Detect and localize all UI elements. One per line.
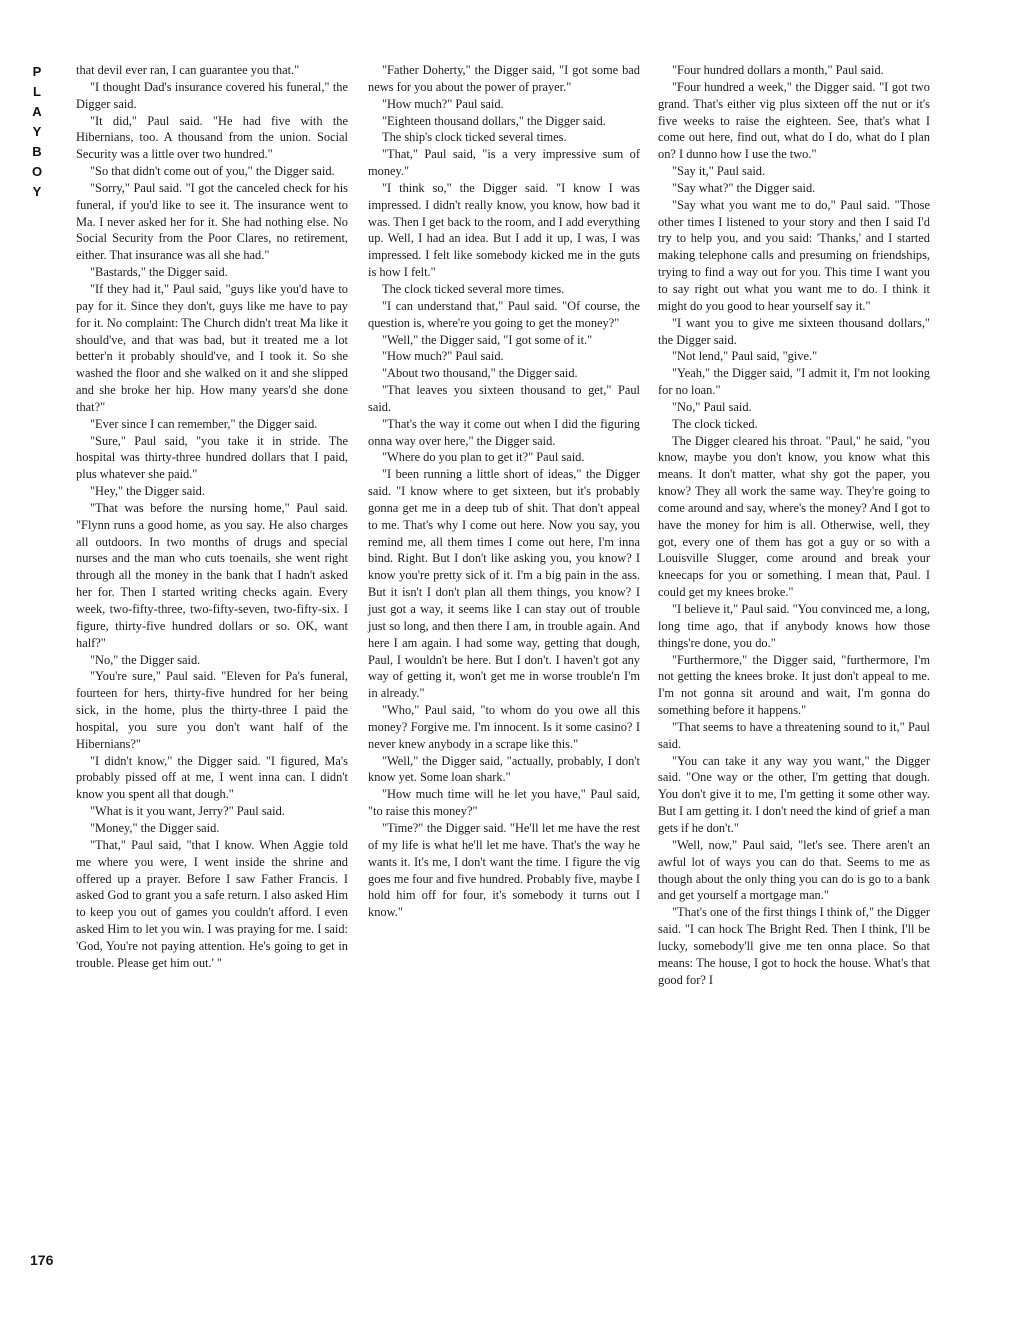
article-paragraph: "That," Paul said, "is a very impressive sum of money." bbox=[368, 147, 640, 179]
article-paragraph: "I thought Dad's insurance covered his funeral," the Digger said. bbox=[76, 79, 348, 111]
article-paragraph: "I didn't know," the Digger said. "I figured, Ma's probably pissed off at me, I went inna can. I didn't know you spent all that dough." bbox=[76, 753, 348, 802]
article-paragraph: "No," the Digger said. bbox=[90, 652, 201, 667]
article-paragraph: "I want you to give me sixteen thousand dollars," the Digger said. bbox=[658, 315, 930, 347]
article-paragraph: "I believe it," Paul said. "You convinced me, a long, long time ago, that if anybody knows how those things're done, you do." bbox=[658, 602, 930, 650]
text-column-2 bbox=[368, 62, 640, 921]
article-paragraph: "You're sure," Paul said. "Eleven for Pa's funeral, fourteen for hers, thirty-five hundred for her being sick, in the home, plus the thirty-three I paid the hospital, you sure you don't want half of the Hibernians?" bbox=[76, 669, 348, 751]
article-paragraph: "No," Paul said. bbox=[672, 399, 752, 414]
article-paragraph: "It did," Paul said. "He had five with the Hibernians, too. A thousand from the union. Social Security was a little over two hundred." bbox=[76, 113, 348, 162]
masthead-letter: O bbox=[31, 164, 45, 179]
article-paragraph: that devil ever ran, I can guarantee you that." bbox=[76, 63, 300, 77]
article-paragraph: "That's one of the first things I think of," the Digger said. "I can hock The Bright Red. Then I think, I'll be lucky, somebody'll give me ten onna place. So that means: The house, I got to hock the house. What's that good for? I bbox=[658, 905, 930, 987]
article-paragraph: "Furthermore," the Digger said, "furthermore, I'm not getting the knees broke. It just don't appeal to me. I'm not gonna sit around and wait, I'm gonna do something before it happens." bbox=[658, 652, 930, 718]
article-paragraph: "That's the way it come out when I did the figuring onna way over here," the Digger said. bbox=[368, 416, 640, 448]
article-paragraph: "Where do you plan to get it?" Paul said. bbox=[382, 450, 585, 465]
masthead-letter: L bbox=[33, 84, 43, 99]
article-paragraph: "I been running a little short of ideas," the Digger said. "I know where to get sixteen, but it's probably gonna get me in a deep tub of shit. That don't appeal to me. That's why I come out here. Now you say, you remind me, all them times I come out here, I'm inna bind. Right. But I don't like asking you, you know? I know you're pretty sick of it. I'm a big pain in the ass. But it isn't I don't plan all them things, you know? I just got a way, it seems like I can stay out of trouble just so long, and then there I am, in trouble again. And here I am again. I had some way, getting that dough, Paul, I wouldn't be here. But I don't. I haven't got any way of getting it, won't get me in worse trouble'n I'm in already." bbox=[368, 467, 640, 701]
article-paragraph: "So that didn't come out of you," the Digger said. bbox=[90, 164, 335, 179]
article-paragraph: "How much?" Paul said. bbox=[382, 96, 504, 111]
article-paragraph: "Father Doherty," the Digger said, "I got some bad news for you about the power of prayer." bbox=[368, 63, 640, 94]
masthead-letter: Y bbox=[32, 184, 44, 199]
masthead-letter: P bbox=[32, 64, 44, 79]
article-paragraph: "Who," Paul said, "to whom do you owe all this money? Forgive me. I'm innocent. Is it some casino? I never knew anybody in a scrape like this." bbox=[368, 703, 640, 751]
article-paragraph: "Time?" the Digger said. "He'll let me have the rest of my life is what he'll let me have. That's the way he wants it. It's me, I don't want the time. I figure the vig goes me four and five hundred. Probably five, maybe I hold him off for four, it's somebody it turns out I know." bbox=[368, 820, 640, 920]
article-paragraph: "Hey," the Digger said. bbox=[90, 484, 205, 499]
article-paragraph: "Say what you want me to do," Paul said. "Those other times I listened to your story and then I said I'd try to help you, and you said: 'Thanks,' and I started making telephone calls and presuming on friendships, trying to find a way out for you. This time I want you to say right out what you want me to do. I think it might do you good to hear yourself say it." bbox=[658, 197, 930, 313]
article-paragraph: "Ever since I can remember," the Digger said. bbox=[90, 416, 318, 431]
article-paragraph: "Well," the Digger said, "I got some of it." bbox=[382, 332, 593, 347]
article-paragraph: "Four hundred a week," the Digger said. "I got two grand. That's either vig plus sixteen off the nut or it's five weeks to raise the eighteen. See, that's what I come out here, find out, what do I do, what do I plan on? I dunno how I use the two." bbox=[658, 79, 930, 162]
article-paragraph: "Bastards," the Digger said. bbox=[90, 265, 228, 280]
article-paragraph: "Well, now," Paul said, "let's see. There aren't an awful lot of ways you can do that. Seems to me as though about the only thing you can do is go to a bank and get yourself a mortgage man." bbox=[658, 837, 930, 903]
article-paragraph: "Not lend," Paul said, "give." bbox=[672, 349, 818, 364]
article-paragraph: "What is it you want, Jerry?" Paul said. bbox=[90, 804, 285, 819]
article-paragraph: "You can take it any way you want," the Digger said. "One way or the other, I'm getting that dough. You don't give it to me, I'm getting it some other way. But I am getting it. I don't need the kind of grief a man gets if he don't." bbox=[658, 753, 930, 835]
article-paragraph: "That," Paul said, "that I know. When Aggie told me where you were, I went inside the shrine and offered up a prayer. Before I saw Father Francis. I asked God to grant you a safe return. I also asked Him to keep you out of games you couldn't afford. I even asked Him to let you win. I was praying for me. I said: 'God, You're not paying attention. He's going to get in trouble. Please get him out.' " bbox=[76, 837, 348, 970]
article-paragraph: The ship's clock ticked several times. bbox=[382, 130, 567, 145]
article-paragraph: "I think so," the Digger said. "I know I was impressed. I didn't really know, you know, how bad it was. Then I get back to the room, and I add everything up. Well, I had an idea. But I add it up, I was, I was impressed. I felt like somebody kicked me in the guts is how I felt." bbox=[368, 180, 640, 280]
article-paragraph: "That was before the nursing home," Paul said. "Flynn runs a good home, as you say. He also charges all outdoors. In two months of drugs and special nurses and the man who cuts toenails, she went right through all the money in the bank that I hadn't asked her for. Then I started writing checks again. Every week, two-fifty-three, two-fifty-seven, two-fifty-six. I figure, thirty-five hundred dollars or so. OK, want half?" bbox=[76, 500, 348, 650]
article-paragraph: The clock ticked several more times. bbox=[382, 281, 565, 296]
article-paragraph: "Eighteen thousand dollars," the Digger said. bbox=[382, 113, 606, 128]
article-paragraph: "Say it," Paul said. bbox=[672, 164, 766, 179]
masthead-letter: B bbox=[32, 144, 44, 159]
magazine-masthead bbox=[28, 62, 48, 202]
masthead-letter: Y bbox=[32, 124, 44, 139]
article-paragraph: "About two thousand," the Digger said. bbox=[382, 366, 578, 381]
article-paragraph: "If they had it," Paul said, "guys like you'd have to pay for it. Since they don't, guys like me have to pay for it. No complaint: The Church didn't treat Ma like it should've, and that was bad, but it treated me a lot better'n it probably should've, and I took it. So she washed the floor and she walked on it and she slipped and she broke her hip. How many years'd she done that?" bbox=[76, 281, 348, 414]
article-paragraph: The clock ticked. bbox=[672, 416, 758, 431]
article-paragraph: "Money," the Digger said. bbox=[90, 820, 220, 835]
article-paragraph: The Digger cleared his throat. "Paul," he said, "you know, maybe you don't know, you know what this means. It don't matter, what shy got the paper, you know? They all work the same way. They're going to come around and say, where's the money? And I got to have the money for him is all. Otherwise, well, they got, every one of them has got a guy or so with a Louisville Slugger, come around and break your kneecaps for you or something. I mean that, Paul. I could get my knees broke." bbox=[658, 433, 930, 600]
article-paragraph: "Sure," Paul said, "you take it in stride. The hospital was thirty-three hundred dollars that I paid, plus whatever she paid." bbox=[76, 433, 348, 482]
article-paragraph: "Sorry," Paul said. "I got the canceled check for his funeral, if you'd like to see it. The insurance went to Ma. I never asked her for it. She had nothing else. No Social Security from the Poor Clares, no retirement, either. That insurance was all she had." bbox=[76, 180, 348, 263]
text-column-1 bbox=[76, 62, 348, 972]
article-paragraph: "How much?" Paul said. bbox=[382, 349, 504, 364]
page-number: 176 bbox=[30, 1252, 54, 1268]
article-paragraph: "How much time will he let you have," Paul said, "to raise this money?" bbox=[368, 787, 640, 819]
masthead-letter: A bbox=[32, 104, 44, 119]
article-paragraph: "That seems to have a threatening sound to it," Paul said. bbox=[658, 719, 930, 751]
article-paragraph: "Well," the Digger said, "actually, probably, I don't know yet. Some loan shark." bbox=[368, 753, 640, 785]
article-paragraph: "I can understand that," Paul said. "Of course, the question is, where're you going to get the money?" bbox=[368, 298, 640, 330]
article-paragraph: "Say what?" the Digger said. bbox=[672, 180, 816, 195]
article-paragraph: "Four hundred dollars a month," Paul said. bbox=[672, 63, 884, 77]
article-paragraph: "That leaves you sixteen thousand to get," Paul said. bbox=[368, 383, 640, 414]
article-paragraph: "Yeah," the Digger said, "I admit it, I'm not looking for no loan." bbox=[658, 366, 930, 398]
text-column-3 bbox=[658, 62, 930, 988]
